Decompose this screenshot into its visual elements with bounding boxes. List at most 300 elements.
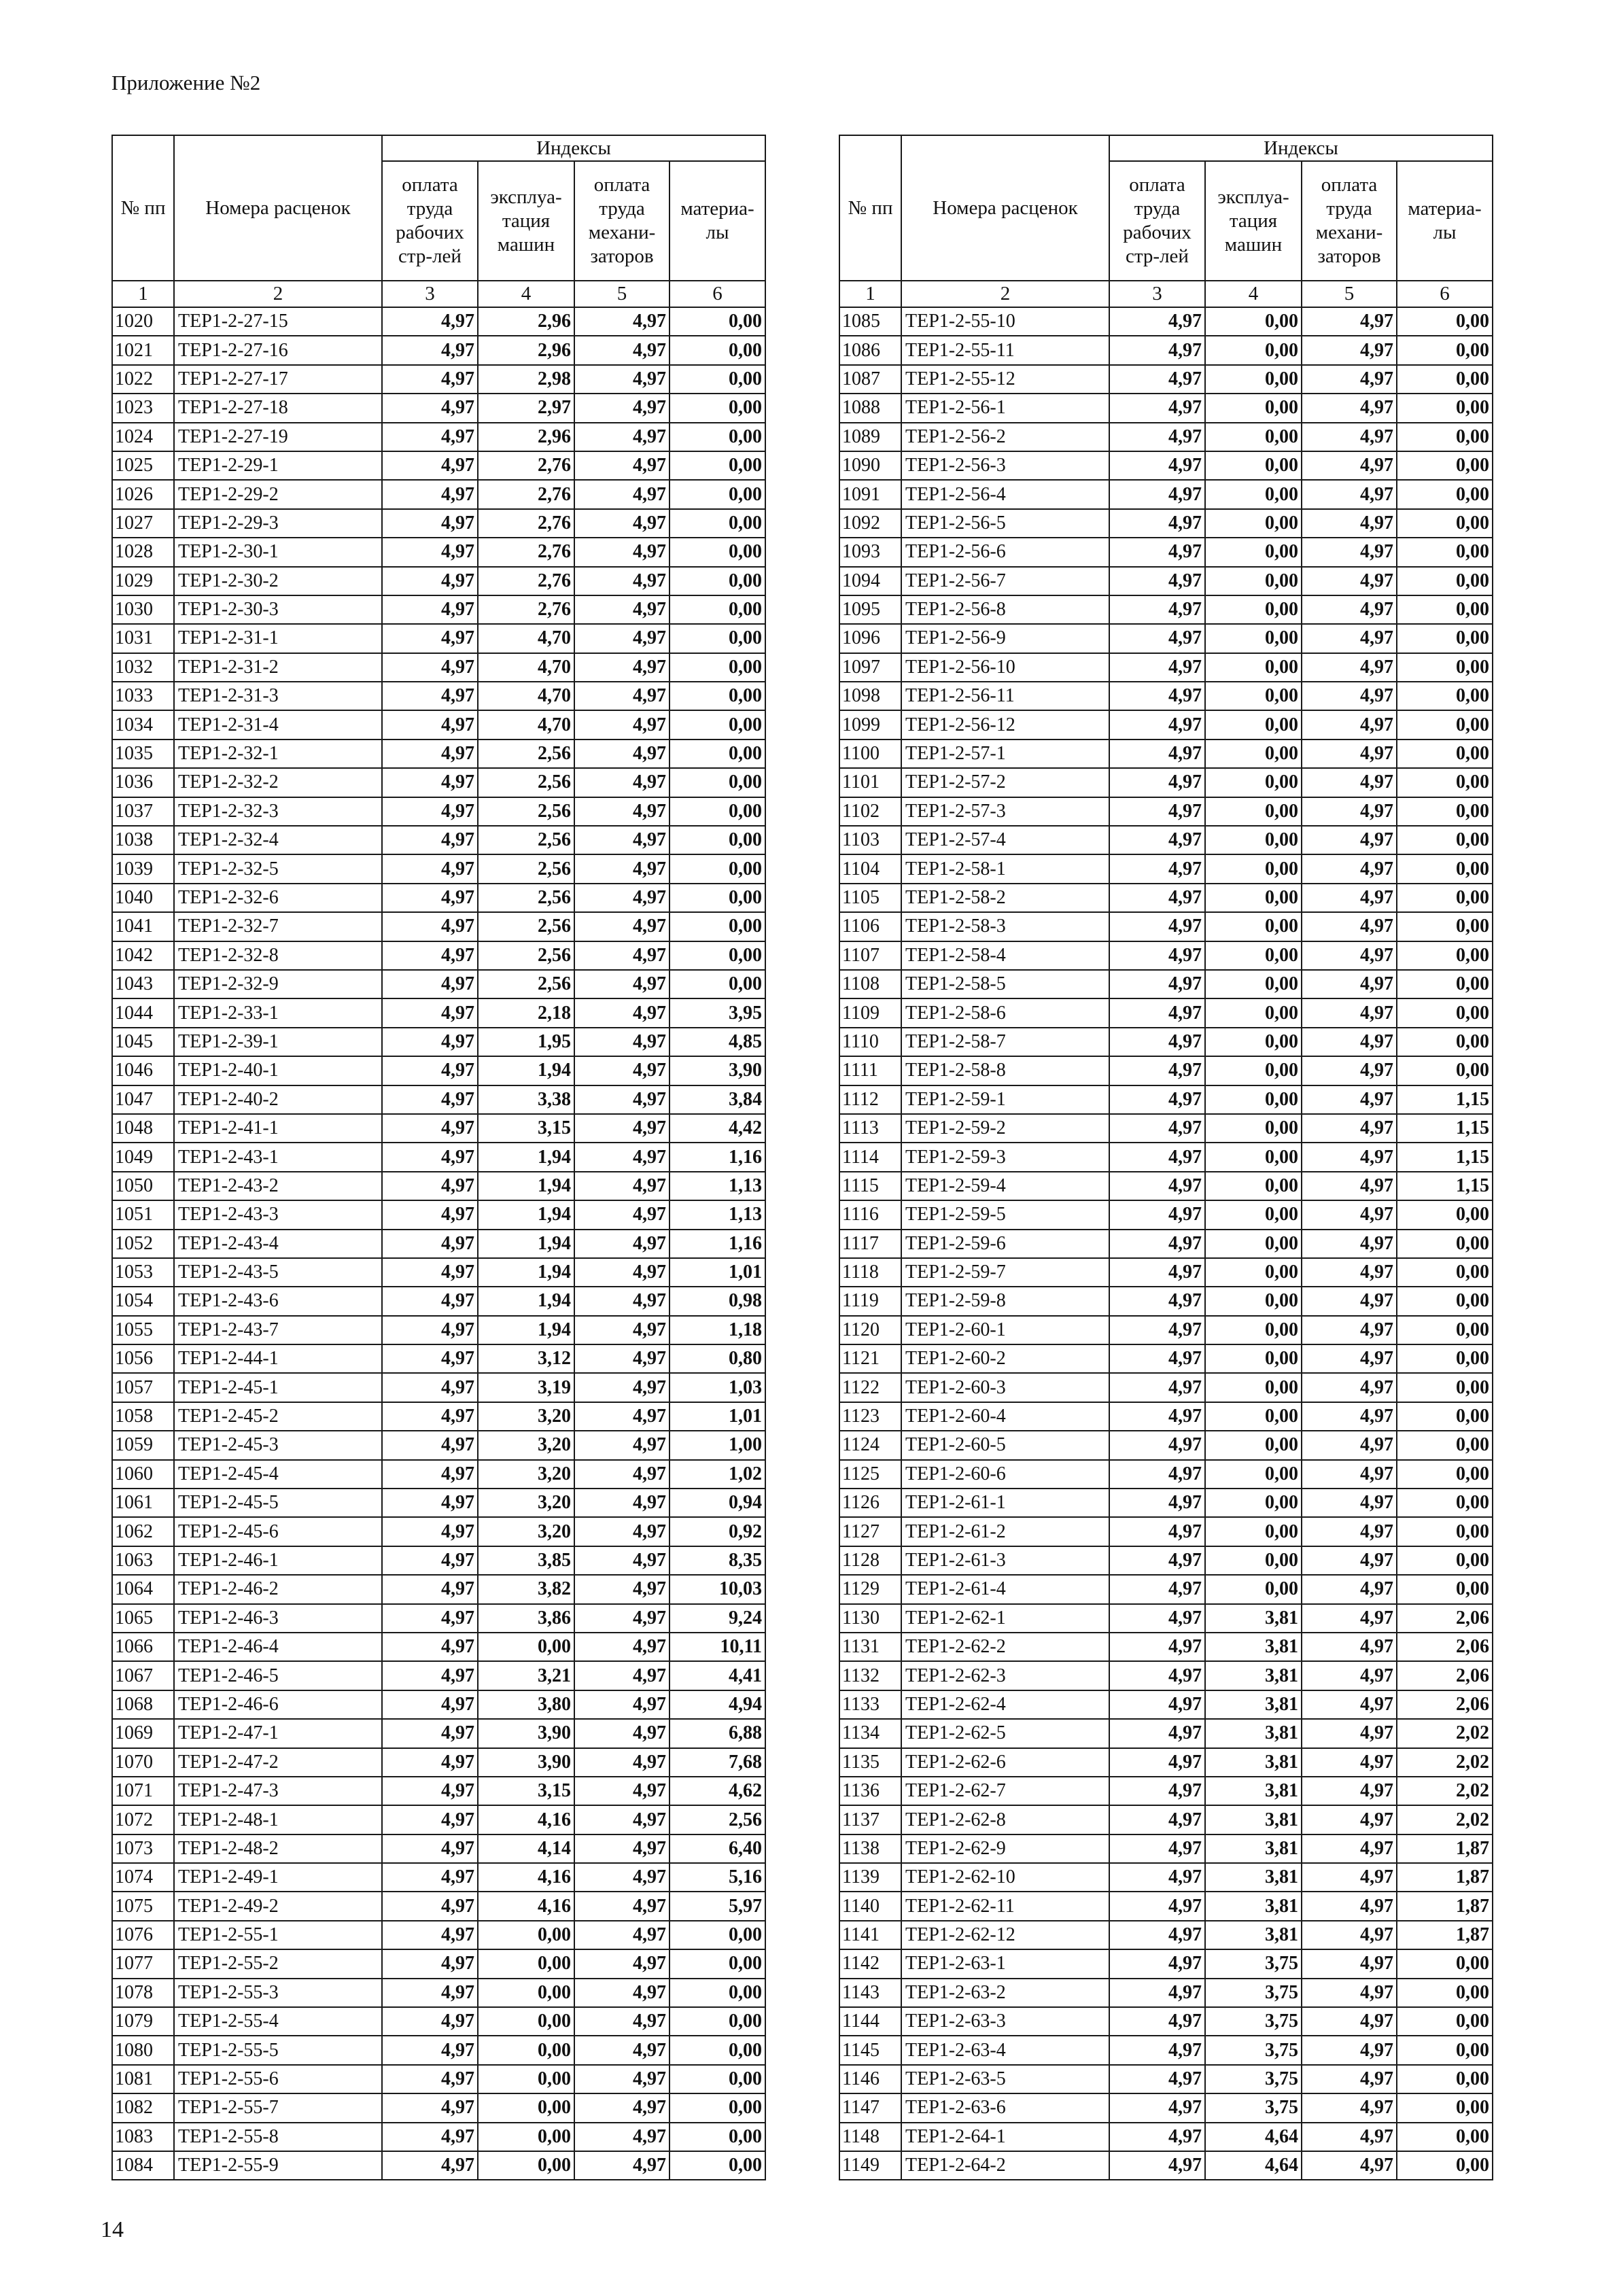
machine-index: 3,75 bbox=[1205, 1979, 1302, 2007]
row-number: 1050 bbox=[112, 1172, 174, 1200]
row-number: 1088 bbox=[839, 394, 901, 422]
rate-code: ТЕР1-2-30-1 bbox=[174, 538, 382, 566]
operator-index: 4,97 bbox=[574, 1344, 669, 1373]
rate-code: ТЕР1-2-55-9 bbox=[174, 2151, 382, 2180]
table-row bbox=[839, 1028, 1493, 1056]
column-number: 6 bbox=[669, 281, 765, 307]
operator-index: 4,97 bbox=[1302, 1258, 1397, 1287]
table-row bbox=[112, 451, 765, 480]
materials-index: 0,00 bbox=[669, 2065, 765, 2093]
labor-index: 4,97 bbox=[1109, 1431, 1205, 1459]
materials-index: 0,00 bbox=[669, 710, 765, 739]
column-number: 3 bbox=[1109, 281, 1205, 307]
machine-index: 0,00 bbox=[1205, 740, 1302, 768]
materials-index: 0,00 bbox=[1397, 2036, 1493, 2064]
operator-index: 4,97 bbox=[1302, 1114, 1397, 1143]
table-row bbox=[839, 1979, 1493, 2007]
operator-index: 4,97 bbox=[1302, 998, 1397, 1027]
row-number: 1116 bbox=[839, 1200, 901, 1229]
labor-index: 4,97 bbox=[1109, 394, 1205, 422]
rate-code: ТЕР1-2-55-2 bbox=[174, 1949, 382, 1978]
machine-index: 3,75 bbox=[1205, 2036, 1302, 2064]
operator-index: 4,97 bbox=[574, 423, 669, 451]
rate-code: ТЕР1-2-40-2 bbox=[174, 1085, 382, 1114]
row-number: 1052 bbox=[112, 1230, 174, 1258]
table-row bbox=[839, 1230, 1493, 1258]
labor-index: 4,97 bbox=[1109, 567, 1205, 595]
materials-index: 0,94 bbox=[669, 1489, 765, 1517]
rate-code: ТЕР1-2-62-3 bbox=[901, 1661, 1109, 1690]
labor-index: 4,97 bbox=[1109, 423, 1205, 451]
table-row bbox=[839, 1258, 1493, 1287]
materials-index: 0,00 bbox=[669, 797, 765, 826]
rate-code: ТЕР1-2-62-5 bbox=[901, 1719, 1109, 1747]
row-number: 1028 bbox=[112, 538, 174, 566]
rate-code: ТЕР1-2-56-4 bbox=[901, 480, 1109, 508]
operator-index: 4,97 bbox=[1302, 1949, 1397, 1978]
row-number: 1065 bbox=[112, 1604, 174, 1633]
rate-code: ТЕР1-2-29-3 bbox=[174, 509, 382, 538]
rate-code: ТЕР1-2-45-3 bbox=[174, 1431, 382, 1459]
operator-index: 4,97 bbox=[574, 365, 669, 394]
materials-index: 0,00 bbox=[669, 538, 765, 566]
rate-code: ТЕР1-2-45-6 bbox=[174, 1517, 382, 1546]
machine-index: 0,00 bbox=[478, 1921, 574, 1949]
row-number: 1073 bbox=[112, 1834, 174, 1863]
table-row bbox=[839, 394, 1493, 422]
materials-index: 0,00 bbox=[669, 682, 765, 710]
rate-code: ТЕР1-2-64-2 bbox=[901, 2151, 1109, 2180]
table-row bbox=[112, 2065, 765, 2093]
row-number: 1143 bbox=[839, 1979, 901, 2007]
materials-index: 0,00 bbox=[669, 653, 765, 682]
labor-index: 4,97 bbox=[1109, 2093, 1205, 2122]
machine-index: 1,94 bbox=[478, 1172, 574, 1200]
labor-index: 4,97 bbox=[1109, 1690, 1205, 1719]
labor-index: 4,97 bbox=[1109, 2151, 1205, 2180]
row-number: 1137 bbox=[839, 1805, 901, 1834]
table-row bbox=[839, 826, 1493, 854]
operator-index: 4,97 bbox=[1302, 768, 1397, 797]
operator-index: 4,97 bbox=[1302, 740, 1397, 768]
materials-index: 0,00 bbox=[1397, 423, 1493, 451]
labor-index: 4,97 bbox=[382, 854, 478, 883]
machine-index: 0,00 bbox=[1205, 768, 1302, 797]
operator-index: 4,97 bbox=[1302, 1863, 1397, 1892]
materials-index: 0,00 bbox=[669, 2093, 765, 2122]
machine-index: 4,70 bbox=[478, 710, 574, 739]
operator-index: 4,97 bbox=[1302, 2065, 1397, 2093]
materials-index: 1,87 bbox=[1397, 1892, 1493, 1920]
labor-index: 4,97 bbox=[382, 2007, 478, 2036]
labor-index: 4,97 bbox=[382, 2151, 478, 2180]
machine-index: 2,98 bbox=[478, 365, 574, 394]
materials-index: 2,02 bbox=[1397, 1777, 1493, 1805]
table-row bbox=[112, 1949, 765, 1978]
rate-code: ТЕР1-2-56-8 bbox=[901, 595, 1109, 624]
labor-index: 4,97 bbox=[1109, 797, 1205, 826]
operator-index: 4,97 bbox=[1302, 1661, 1397, 1690]
machine-index: 0,00 bbox=[1205, 1373, 1302, 1402]
row-number: 1041 bbox=[112, 912, 174, 941]
header-c5: оплата труда механи-заторов bbox=[1302, 161, 1397, 281]
row-number: 1076 bbox=[112, 1921, 174, 1949]
machine-index: 0,00 bbox=[1205, 1143, 1302, 1171]
operator-index: 4,97 bbox=[574, 1489, 669, 1517]
labor-index: 4,97 bbox=[1109, 307, 1205, 336]
row-number: 1128 bbox=[839, 1546, 901, 1575]
rate-code: ТЕР1-2-64-1 bbox=[901, 2123, 1109, 2151]
column-number: 5 bbox=[574, 281, 669, 307]
machine-index: 0,00 bbox=[1205, 970, 1302, 998]
labor-index: 4,97 bbox=[382, 1460, 478, 1489]
operator-index: 4,97 bbox=[574, 826, 669, 854]
operator-index: 4,97 bbox=[1302, 480, 1397, 508]
materials-index: 0,00 bbox=[1397, 2007, 1493, 2036]
operator-index: 4,97 bbox=[1302, 2093, 1397, 2122]
materials-index: 0,00 bbox=[669, 1979, 765, 2007]
table-row bbox=[839, 2065, 1493, 2093]
rate-code: ТЕР1-2-59-4 bbox=[901, 1172, 1109, 1200]
materials-index: 0,00 bbox=[1397, 2123, 1493, 2151]
row-number: 1030 bbox=[112, 595, 174, 624]
rate-code: ТЕР1-2-62-12 bbox=[901, 1921, 1109, 1949]
machine-index: 0,00 bbox=[1205, 682, 1302, 710]
row-number: 1084 bbox=[112, 2151, 174, 2180]
materials-index: 0,00 bbox=[1397, 768, 1493, 797]
rate-code: ТЕР1-2-57-1 bbox=[901, 740, 1109, 768]
rate-code: ТЕР1-2-44-1 bbox=[174, 1344, 382, 1373]
labor-index: 4,97 bbox=[1109, 1748, 1205, 1777]
operator-index: 4,97 bbox=[574, 538, 669, 566]
operator-index: 4,97 bbox=[1302, 1316, 1397, 1344]
machine-index: 2,76 bbox=[478, 595, 574, 624]
rate-code: ТЕР1-2-27-17 bbox=[174, 365, 382, 394]
materials-index: 3,95 bbox=[669, 998, 765, 1027]
machine-index: 0,00 bbox=[1205, 1460, 1302, 1489]
table-row bbox=[839, 1172, 1493, 1200]
materials-index: 0,00 bbox=[669, 884, 765, 912]
table-row bbox=[112, 394, 765, 422]
row-number: 1063 bbox=[112, 1546, 174, 1575]
operator-index: 4,97 bbox=[574, 1834, 669, 1863]
table-row bbox=[839, 423, 1493, 451]
materials-index: 0,00 bbox=[1397, 854, 1493, 883]
row-number: 1103 bbox=[839, 826, 901, 854]
materials-index: 0,00 bbox=[669, 336, 765, 364]
materials-index: 0,00 bbox=[1397, 1949, 1493, 1978]
labor-index: 4,97 bbox=[1109, 1344, 1205, 1373]
operator-index: 4,97 bbox=[574, 307, 669, 336]
table-row bbox=[839, 1489, 1493, 1517]
labor-index: 4,97 bbox=[1109, 538, 1205, 566]
rate-code: ТЕР1-2-32-2 bbox=[174, 768, 382, 797]
page-number: 14 bbox=[101, 2217, 124, 2242]
table-row bbox=[839, 1863, 1493, 1892]
machine-index: 2,56 bbox=[478, 826, 574, 854]
table-row bbox=[839, 797, 1493, 826]
row-number: 1020 bbox=[112, 307, 174, 336]
table-row bbox=[112, 336, 765, 364]
row-number: 1130 bbox=[839, 1604, 901, 1633]
operator-index: 4,97 bbox=[1302, 1085, 1397, 1114]
operator-index: 4,97 bbox=[574, 1402, 669, 1431]
rate-code: ТЕР1-2-32-7 bbox=[174, 912, 382, 941]
table-row bbox=[112, 1460, 765, 1489]
row-number: 1059 bbox=[112, 1431, 174, 1459]
rate-code: ТЕР1-2-62-6 bbox=[901, 1748, 1109, 1777]
operator-index: 4,97 bbox=[574, 2065, 669, 2093]
labor-index: 4,97 bbox=[1109, 1661, 1205, 1690]
operator-index: 4,97 bbox=[1302, 1834, 1397, 1863]
table-row bbox=[112, 1489, 765, 1517]
rate-code: ТЕР1-2-56-11 bbox=[901, 682, 1109, 710]
row-number: 1069 bbox=[112, 1719, 174, 1747]
rate-code: ТЕР1-2-59-2 bbox=[901, 1114, 1109, 1143]
table-row bbox=[112, 365, 765, 394]
rate-code: ТЕР1-2-58-2 bbox=[901, 884, 1109, 912]
rate-code: ТЕР1-2-57-3 bbox=[901, 797, 1109, 826]
machine-index: 4,70 bbox=[478, 653, 574, 682]
labor-index: 4,97 bbox=[1109, 1402, 1205, 1431]
materials-index: 0,00 bbox=[1397, 365, 1493, 394]
rate-code: ТЕР1-2-30-2 bbox=[174, 567, 382, 595]
rate-code: ТЕР1-2-61-4 bbox=[901, 1575, 1109, 1603]
rate-code: ТЕР1-2-55-7 bbox=[174, 2093, 382, 2122]
rate-code: ТЕР1-2-63-1 bbox=[901, 1949, 1109, 1978]
rate-code: ТЕР1-2-45-5 bbox=[174, 1489, 382, 1517]
machine-index: 1,95 bbox=[478, 1028, 574, 1056]
rate-code: ТЕР1-2-60-4 bbox=[901, 1402, 1109, 1431]
row-number: 1106 bbox=[839, 912, 901, 941]
labor-index: 4,97 bbox=[1109, 1200, 1205, 1229]
rate-code: ТЕР1-2-62-11 bbox=[901, 1892, 1109, 1920]
labor-index: 4,97 bbox=[382, 1258, 478, 1287]
table-row bbox=[839, 1200, 1493, 1229]
operator-index: 4,97 bbox=[574, 1316, 669, 1344]
row-number: 1058 bbox=[112, 1402, 174, 1431]
rate-code: ТЕР1-2-47-1 bbox=[174, 1719, 382, 1747]
materials-index: 0,00 bbox=[1397, 884, 1493, 912]
table-row bbox=[839, 1949, 1493, 1978]
table-row bbox=[839, 1431, 1493, 1459]
rate-code: ТЕР1-2-56-2 bbox=[901, 423, 1109, 451]
rate-code: ТЕР1-2-43-1 bbox=[174, 1143, 382, 1171]
operator-index: 4,97 bbox=[574, 884, 669, 912]
row-number: 1031 bbox=[112, 624, 174, 653]
page-title: Приложение №2 bbox=[111, 71, 261, 94]
operator-index: 4,97 bbox=[574, 336, 669, 364]
column-number: 6 bbox=[1397, 281, 1493, 307]
operator-index: 4,97 bbox=[574, 2151, 669, 2180]
labor-index: 4,97 bbox=[382, 423, 478, 451]
table-row bbox=[839, 1402, 1493, 1431]
table-row bbox=[839, 1661, 1493, 1690]
operator-index: 4,97 bbox=[1302, 1230, 1397, 1258]
rate-code: ТЕР1-2-56-5 bbox=[901, 509, 1109, 538]
materials-index: 0,92 bbox=[669, 1517, 765, 1546]
row-number: 1110 bbox=[839, 1028, 901, 1056]
table-row bbox=[839, 2151, 1493, 2180]
operator-index: 4,97 bbox=[574, 509, 669, 538]
header-c6: материа-лы bbox=[669, 161, 765, 281]
row-number: 1079 bbox=[112, 2007, 174, 2036]
materials-index: 5,97 bbox=[669, 1892, 765, 1920]
machine-index: 1,94 bbox=[478, 1287, 574, 1315]
row-number: 1144 bbox=[839, 2007, 901, 2036]
materials-index: 1,15 bbox=[1397, 1143, 1493, 1171]
table-row bbox=[839, 2007, 1493, 2036]
operator-index: 4,97 bbox=[1302, 1575, 1397, 1603]
machine-index: 3,21 bbox=[478, 1661, 574, 1690]
rate-code: ТЕР1-2-60-6 bbox=[901, 1460, 1109, 1489]
operator-index: 4,97 bbox=[1302, 1979, 1397, 2007]
machine-index: 0,00 bbox=[1205, 1316, 1302, 1344]
labor-index: 4,97 bbox=[382, 336, 478, 364]
materials-index: 1,15 bbox=[1397, 1085, 1493, 1114]
materials-index: 0,00 bbox=[1397, 1316, 1493, 1344]
labor-index: 4,97 bbox=[1109, 2123, 1205, 2151]
row-number: 1078 bbox=[112, 1979, 174, 2007]
labor-index: 4,97 bbox=[382, 451, 478, 480]
rate-code: ТЕР1-2-55-1 bbox=[174, 1921, 382, 1949]
labor-index: 4,97 bbox=[382, 2065, 478, 2093]
table-row bbox=[839, 538, 1493, 566]
labor-index: 4,97 bbox=[1109, 595, 1205, 624]
rate-code: ТЕР1-2-46-6 bbox=[174, 1690, 382, 1719]
row-number: 1093 bbox=[839, 538, 901, 566]
table-row bbox=[839, 1805, 1493, 1834]
labor-index: 4,97 bbox=[382, 1777, 478, 1805]
machine-index: 0,00 bbox=[1205, 1431, 1302, 1459]
machine-index: 0,00 bbox=[1205, 884, 1302, 912]
materials-index: 2,06 bbox=[1397, 1633, 1493, 1661]
row-number: 1083 bbox=[112, 2123, 174, 2151]
rate-code: ТЕР1-2-32-6 bbox=[174, 884, 382, 912]
labor-index: 4,97 bbox=[382, 394, 478, 422]
machine-index: 3,81 bbox=[1205, 1921, 1302, 1949]
row-number: 1085 bbox=[839, 307, 901, 336]
header-c6: материа-лы bbox=[1397, 161, 1493, 281]
machine-index: 3,81 bbox=[1205, 1863, 1302, 1892]
table-row bbox=[112, 1028, 765, 1056]
machine-index: 0,00 bbox=[1205, 538, 1302, 566]
row-number: 1096 bbox=[839, 624, 901, 653]
labor-index: 4,97 bbox=[1109, 1489, 1205, 1517]
machine-index: 0,00 bbox=[1205, 1489, 1302, 1517]
rate-code: ТЕР1-2-62-1 bbox=[901, 1604, 1109, 1633]
header-c4: эксплуа-тация машин bbox=[1205, 161, 1302, 281]
rate-code: ТЕР1-2-58-4 bbox=[901, 941, 1109, 970]
rate-code: ТЕР1-2-43-6 bbox=[174, 1287, 382, 1315]
labor-index: 4,97 bbox=[1109, 1172, 1205, 1200]
machine-index: 0,00 bbox=[478, 2151, 574, 2180]
table-row bbox=[839, 1114, 1493, 1143]
operator-index: 4,97 bbox=[574, 1604, 669, 1633]
column-number: 1 bbox=[112, 281, 174, 307]
row-number: 1024 bbox=[112, 423, 174, 451]
header-indices: Индексы bbox=[382, 135, 765, 161]
rate-code: ТЕР1-2-57-4 bbox=[901, 826, 1109, 854]
materials-index: 8,35 bbox=[669, 1546, 765, 1575]
materials-index: 0,00 bbox=[1397, 970, 1493, 998]
labor-index: 4,97 bbox=[382, 653, 478, 682]
operator-index: 4,97 bbox=[1302, 567, 1397, 595]
operator-index: 4,97 bbox=[1302, 394, 1397, 422]
table-row bbox=[839, 1085, 1493, 1114]
labor-index: 4,97 bbox=[1109, 998, 1205, 1027]
machine-index: 0,00 bbox=[1205, 1575, 1302, 1603]
labor-index: 4,97 bbox=[1109, 1517, 1205, 1546]
table-row bbox=[112, 740, 765, 768]
operator-index: 4,97 bbox=[1302, 1373, 1397, 1402]
rate-code: ТЕР1-2-60-3 bbox=[901, 1373, 1109, 1402]
materials-index: 0,00 bbox=[1397, 1979, 1493, 2007]
operator-index: 4,97 bbox=[574, 1546, 669, 1575]
rate-code: ТЕР1-2-55-6 bbox=[174, 2065, 382, 2093]
labor-index: 4,97 bbox=[382, 998, 478, 1027]
row-number: 1122 bbox=[839, 1373, 901, 1402]
machine-index: 1,94 bbox=[478, 1200, 574, 1229]
operator-index: 4,97 bbox=[574, 941, 669, 970]
materials-index: 1,87 bbox=[1397, 1863, 1493, 1892]
row-number: 1040 bbox=[112, 884, 174, 912]
machine-index: 2,56 bbox=[478, 941, 574, 970]
rate-code: ТЕР1-2-58-6 bbox=[901, 998, 1109, 1027]
materials-index: 0,00 bbox=[1397, 1546, 1493, 1575]
rate-code: ТЕР1-2-43-4 bbox=[174, 1230, 382, 1258]
machine-index: 3,81 bbox=[1205, 1719, 1302, 1747]
operator-index: 4,97 bbox=[574, 1892, 669, 1920]
materials-index: 1,00 bbox=[669, 1431, 765, 1459]
machine-index: 3,75 bbox=[1205, 2007, 1302, 2036]
operator-index: 4,97 bbox=[574, 797, 669, 826]
table-row bbox=[112, 1143, 765, 1171]
row-number: 1032 bbox=[112, 653, 174, 682]
table-row bbox=[839, 595, 1493, 624]
table-row bbox=[839, 854, 1493, 883]
machine-index: 4,70 bbox=[478, 682, 574, 710]
row-number: 1080 bbox=[112, 2036, 174, 2064]
rate-code: ТЕР1-2-27-19 bbox=[174, 423, 382, 451]
operator-index: 4,97 bbox=[1302, 1633, 1397, 1661]
materials-index: 3,84 bbox=[669, 1085, 765, 1114]
table-row bbox=[839, 1575, 1493, 1603]
labor-index: 4,97 bbox=[1109, 826, 1205, 854]
labor-index: 4,97 bbox=[1109, 682, 1205, 710]
labor-index: 4,97 bbox=[1109, 2036, 1205, 2064]
machine-index: 3,85 bbox=[478, 1546, 574, 1575]
machine-index: 0,00 bbox=[1205, 854, 1302, 883]
row-number: 1054 bbox=[112, 1287, 174, 1315]
table-row bbox=[112, 1805, 765, 1834]
row-number: 1129 bbox=[839, 1575, 901, 1603]
materials-index: 1,15 bbox=[1397, 1172, 1493, 1200]
rate-code: ТЕР1-2-62-8 bbox=[901, 1805, 1109, 1834]
machine-index: 2,76 bbox=[478, 567, 574, 595]
labor-index: 4,97 bbox=[1109, 1892, 1205, 1920]
machine-index: 0,00 bbox=[1205, 998, 1302, 1027]
row-number: 1025 bbox=[112, 451, 174, 480]
column-number: 2 bbox=[174, 281, 382, 307]
table-row bbox=[112, 1230, 765, 1258]
row-number: 1123 bbox=[839, 1402, 901, 1431]
operator-index: 4,97 bbox=[1302, 1460, 1397, 1489]
rate-code: ТЕР1-2-56-1 bbox=[901, 394, 1109, 422]
labor-index: 4,97 bbox=[1109, 1114, 1205, 1143]
operator-index: 4,97 bbox=[574, 451, 669, 480]
machine-index: 0,00 bbox=[1205, 595, 1302, 624]
